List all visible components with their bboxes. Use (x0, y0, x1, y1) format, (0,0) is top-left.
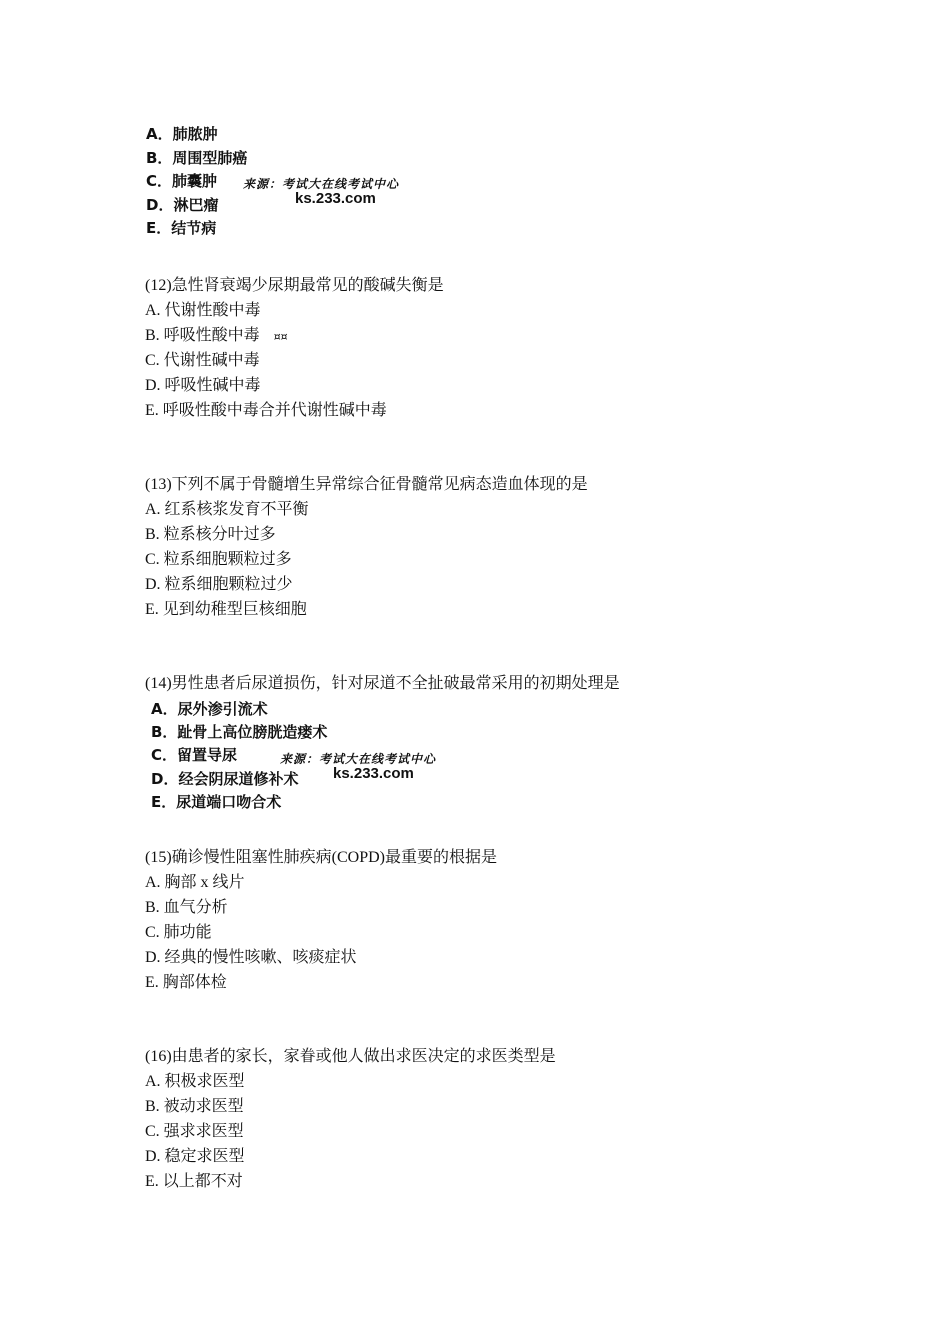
image-option-a: A．肺脓肿 (146, 125, 218, 143)
question-16-stem: (16)由患者的家长，家眷或他人做出求医决定的求医类型是 (145, 1048, 556, 1065)
question-12-b-mark: ¤¤ (273, 330, 288, 343)
question-13-option-a: A. 红系核浆发育不平衡 (145, 501, 309, 518)
question-14-stem: (14)男性患者后尿道损伤，针对尿道不全扯破最常采用的初期处理是 (145, 675, 620, 692)
question-15-option-d: D. 经典的慢性咳嗽、咳痰症状 (145, 949, 357, 966)
question-13-stem: (13)下列不属于骨髓增生异常综合征骨髓常见病态造血体现的是 (145, 476, 588, 493)
image-option-e: E．结节病 (146, 219, 217, 237)
image-option-d: D．淋巴瘤 (146, 196, 219, 214)
question-16-option-b: B. 被动求医型 (145, 1098, 244, 1115)
image-option-c: C．肺囊肿 (146, 172, 218, 190)
image-option-a: A．尿外渗引流术 (151, 700, 268, 718)
watermark-url: ks.233.com (333, 765, 414, 782)
question-16-option-d: D. 稳定求医型 (145, 1148, 245, 1165)
question-12-option-a: A. 代谢性酸中毒 (145, 302, 261, 319)
question-12-option-b-row (145, 326, 288, 347)
question-12-option-e: E. 呼吸性酸中毒合并代谢性碱中毒 (145, 402, 387, 419)
question-16-option-a: A. 积极求医型 (145, 1073, 245, 1090)
question-12-option-c: C. 代谢性碱中毒 (145, 352, 260, 369)
question-13-option-c: C. 粒系细胞颗粒过多 (145, 551, 292, 568)
watermark-url: ks.233.com (295, 190, 376, 207)
question-16-option-e: E. 以上都不对 (145, 1173, 243, 1190)
question-15-option-a: A. 胸部 x 线片 (145, 874, 245, 891)
question-12-stem: (12)急性肾衰竭少尿期最常见的酸碱失衡是 (145, 277, 444, 294)
watermark-source: 来源：考试大在线考试中心 (280, 752, 437, 766)
question-13-option-d: D. 粒系细胞颗粒过少 (145, 576, 293, 593)
scanned-options-image-2 (145, 697, 505, 815)
question-16-option-c: C. 强求求医型 (145, 1123, 244, 1140)
scanned-options-image-1 (140, 122, 460, 242)
question-13-option-b: B. 粒系核分叶过多 (145, 526, 276, 543)
question-12-option-b: B. 呼吸性酸中毒 (145, 327, 260, 344)
question-15-stem: (15)确诊慢性阻塞性肺疾病(COPD)最重要的根据是 (145, 849, 497, 866)
image-option-e: E．尿道端口吻合术 (151, 793, 282, 811)
question-15-option-c: C. 肺功能 (145, 924, 212, 941)
image-option-d: D．经会阴尿道修补术 (151, 770, 299, 788)
question-13-option-e: E. 见到幼稚型巨核细胞 (145, 601, 307, 618)
question-12-option-d: D. 呼吸性碱中毒 (145, 377, 261, 394)
watermark-source: 来源：考试大在线考试中心 (243, 177, 400, 191)
image-option-c: C．留置导尿 (151, 746, 238, 764)
question-15-option-b: B. 血气分析 (145, 899, 228, 916)
image-option-b: B．趾骨上高位膀胱造瘘术 (151, 723, 328, 741)
image-option-b: B．周围型肺癌 (146, 149, 248, 167)
question-15-option-e: E. 胸部体检 (145, 974, 227, 991)
